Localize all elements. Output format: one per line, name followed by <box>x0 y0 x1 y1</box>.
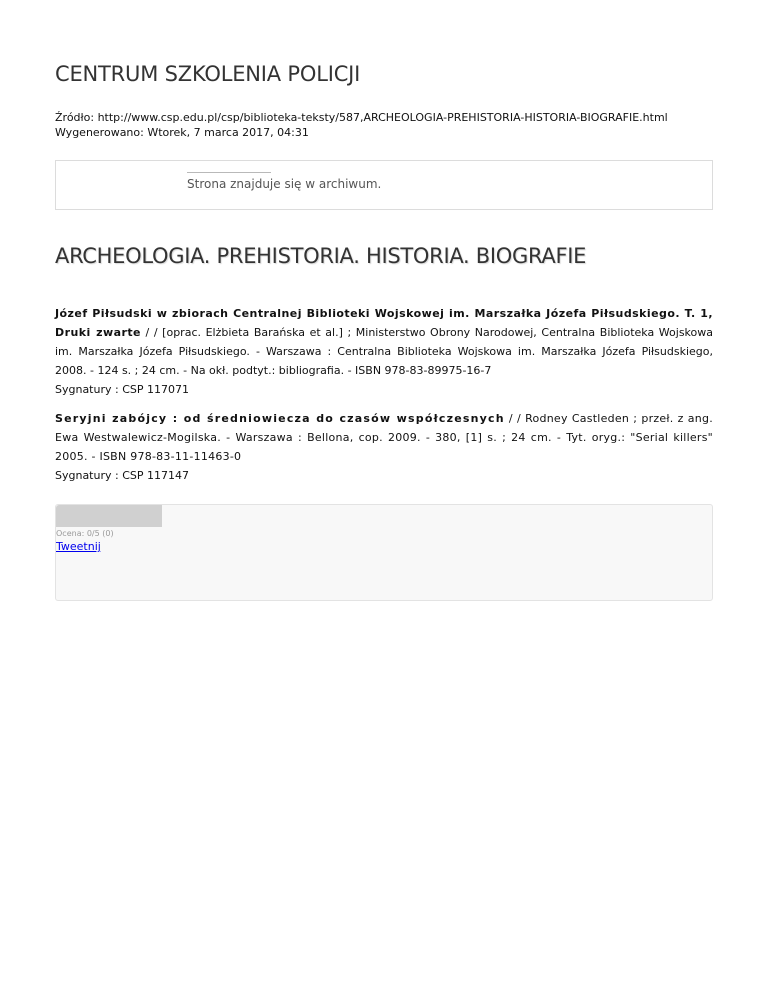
archive-notice-text: Strona znajduje się w archiwum. <box>187 177 382 191</box>
record-body <box>55 304 713 380</box>
record-list <box>55 304 713 495</box>
record-signature: Sygnatury : CSP 117071 <box>55 383 189 396</box>
site-title: CENTRUM SZKOLENIA POLICJI <box>55 62 361 86</box>
record-description: / / Rodney Castleden ; przeł. z ang. Ewa Westwalewicz-Mogilska. - Warszawa : Bellona, cop. 2009. - 380, [1] s. ; 24 cm. - Tyt. oryg.: "Serial killers" 2005. - ISBN 978-83-11-11463-0 <box>55 412 713 463</box>
archive-notice <box>55 160 713 210</box>
source-line: Źródło: http://www.csp.edu.pl/csp/biblioteka-teksty/587,ARCHEOLOGIA-PREHISTORIA-HISTORIA-BIOGRAFIE.html <box>55 111 668 124</box>
record-title: Seryjni zabójcy : od średniowiecza do czasów współczesnych <box>55 412 505 425</box>
rating-box <box>55 504 713 601</box>
record-description: / / [oprac. Elżbieta Barańska et al.] ; Ministerstwo Obrony Narodowej, Centralna Biblioteka Wojskowa im. Marszałka Józefa Piłsudskiego. - Warszawa : Centralna Biblioteka Wojskowa im. Marszałka Józefa Piłsudskiego, 2008. - 124 s. ; 24 cm. - Na okł. podtyt.: bibliografia. - ISBN 978-83-89975-16-7 <box>55 326 713 377</box>
rating-stars-bar[interactable] <box>56 505 162 527</box>
generated-line: Wygenerowano: Wtorek, 7 marca 2017, 04:31 <box>55 126 309 139</box>
record-title: Józef Piłsudski w zbiorach Centralnej Biblioteki Wojskowej im. Marszałka Józefa Piłsudskiego. T. 1, Druki zwarte <box>55 307 713 339</box>
archive-divider <box>187 172 271 173</box>
tweet-link[interactable]: Tweetnij <box>56 540 101 553</box>
record-item <box>55 409 713 485</box>
record-signature: Sygnatury : CSP 117147 <box>55 469 189 482</box>
section-title: ARCHEOLOGIA. PREHISTORIA. HISTORIA. BIOGRAFIE <box>55 244 587 268</box>
page-meta <box>55 110 668 140</box>
record-item <box>55 304 713 399</box>
record-body <box>55 409 713 466</box>
rating-text: Ocena: 0/5 (0) <box>56 529 114 538</box>
